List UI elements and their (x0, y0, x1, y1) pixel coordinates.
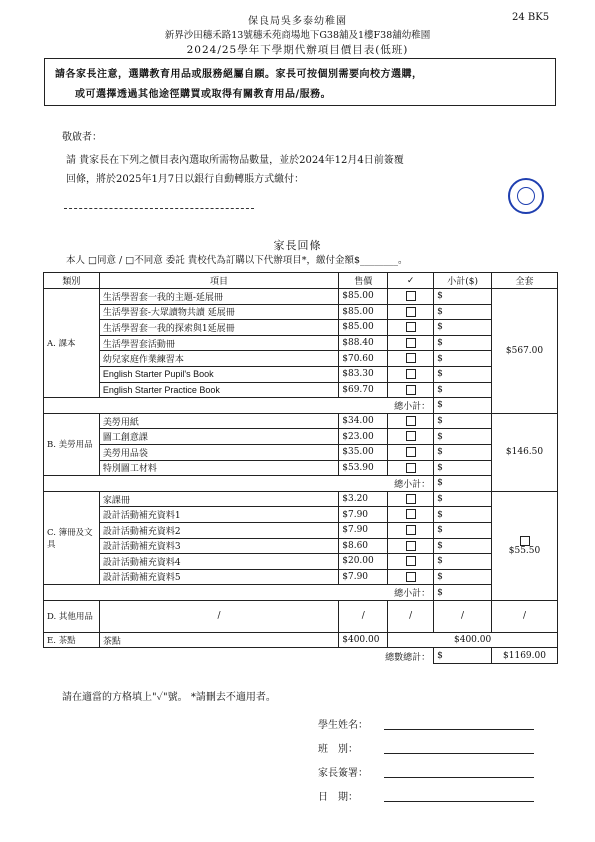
check-box[interactable] (388, 335, 434, 351)
item-cell: English Starter Pupil's Book (99, 366, 338, 382)
table-row (44, 507, 558, 523)
table-row (44, 289, 558, 305)
group-total-cell[interactable]: $ (434, 585, 492, 601)
check-box[interactable] (388, 507, 434, 523)
class-field[interactable] (384, 753, 534, 754)
table-row (44, 522, 558, 538)
price-cell: $70.60 (339, 351, 388, 367)
check-cell: / (388, 600, 434, 632)
table-row (44, 444, 558, 460)
price-cell: $85.00 (339, 320, 388, 336)
price-cell: $53.90 (339, 460, 388, 476)
header-price: 售價 (339, 273, 388, 289)
group-total-label: 總小計： (44, 476, 434, 492)
table-row (44, 366, 558, 382)
group-total-cell[interactable]: $ (434, 476, 492, 492)
table-row (44, 600, 558, 632)
student-name-field[interactable] (384, 729, 534, 730)
table-row (44, 413, 558, 429)
subtotal-cell[interactable]: $ (434, 507, 492, 523)
order-table (43, 272, 558, 664)
check-box[interactable] (388, 320, 434, 336)
subtotal-cell[interactable]: $ (434, 491, 492, 507)
field-label-class: 班 別： (318, 744, 358, 755)
table-row (44, 585, 558, 601)
check-box[interactable] (388, 382, 434, 398)
item-cell: 設計活動補充資料4 (99, 554, 338, 570)
set-price-cell: / (492, 600, 558, 632)
subtotal-cell[interactable]: $ (434, 320, 492, 336)
check-box[interactable] (388, 351, 434, 367)
price-cell: $7.90 (339, 522, 388, 538)
parent-signature-field[interactable] (384, 777, 534, 778)
check-box[interactable] (388, 460, 434, 476)
subtotal-cell[interactable]: $ (434, 351, 492, 367)
check-box[interactable] (388, 538, 434, 554)
subtotal-cell[interactable]: $ (434, 366, 492, 382)
category-cell: A. 課本 (44, 289, 100, 398)
price-cell: $83.30 (339, 366, 388, 382)
check-box[interactable] (388, 413, 434, 429)
table-row (44, 476, 558, 492)
price-cell: $3.20 (339, 491, 388, 507)
subtotal-cell[interactable]: $ (434, 429, 492, 445)
school-address: 新界沙田穗禾路13號穗禾苑商場地下G38舖及1樓F38舖幼稚園 (164, 30, 431, 41)
grand-total-mark[interactable]: $ (434, 648, 492, 664)
item-cell: 特別圖工材料 (99, 460, 338, 476)
price-cell: $23.00 (339, 429, 388, 445)
item-cell: 設計活動補充資料1 (99, 507, 338, 523)
item-cell: 生活學習套-大眾讀物共讀 延展冊 (99, 304, 338, 320)
grand-total-value: $1169.00 (492, 648, 558, 664)
price-cell: $35.00 (339, 444, 388, 460)
set-check-box[interactable] (520, 536, 530, 546)
set-price-cell: $567.00 (492, 289, 558, 414)
price-cell: $7.90 (339, 569, 388, 585)
notice-line-2: 或可選擇透過其他途徑購買或取得有關教育用品/服務。 (75, 89, 332, 100)
item-cell: 茶點 (99, 632, 338, 648)
header-category: 類別 (44, 273, 100, 289)
category-cell: C. 簿冊及文具 (44, 491, 100, 585)
item-cell: 設計活動補充資料3 (99, 538, 338, 554)
item-cell: English Starter Practice Book (99, 382, 338, 398)
check-box[interactable] (388, 554, 434, 570)
price-cell: $85.00 (339, 304, 388, 320)
reply-slip-title: 家長回條 (273, 239, 322, 252)
item-cell: 家課冊 (99, 491, 338, 507)
table-header-row (44, 273, 558, 289)
subtotal-cell: / (434, 600, 492, 632)
item-cell: 美勞用品袋 (99, 444, 338, 460)
check-box[interactable] (388, 304, 434, 320)
price-cell: / (339, 600, 388, 632)
group-total-label: 總小計： (44, 585, 434, 601)
price-cell: $88.40 (339, 335, 388, 351)
table-row (44, 554, 558, 570)
table-row (44, 569, 558, 585)
price-cell: $34.00 (339, 413, 388, 429)
price-cell: $85.00 (339, 289, 388, 305)
item-cell: 生活學習套一我的主題-延展冊 (99, 289, 338, 305)
group-total-cell[interactable]: $ (434, 398, 492, 414)
price-cell: $7.90 (339, 507, 388, 523)
header-item: 項目 (99, 273, 338, 289)
school-name: 保良局吳多泰幼稚園 (248, 16, 347, 27)
subtotal-cell[interactable]: $ (434, 460, 492, 476)
header-set: 全套 (492, 273, 558, 289)
document-title: 2024/25學年下學期代辦項目價目表(低班) (186, 44, 409, 56)
item-cell: 生活學習套一我的探索與1延展冊 (99, 320, 338, 336)
table-row (44, 491, 558, 507)
check-box[interactable] (388, 569, 434, 585)
date-field[interactable] (384, 801, 534, 802)
field-label-student-name: 學生姓名： (318, 720, 368, 731)
check-box[interactable] (388, 491, 434, 507)
set-price-value: $55.50 (508, 546, 541, 557)
school-seal-icon (508, 178, 544, 214)
item-cell: 幼兒家庭作業練習本 (99, 351, 338, 367)
grand-total-row (44, 648, 558, 664)
grand-total-label: 總數總計： (44, 648, 434, 664)
notice-box (44, 58, 556, 106)
subtotal-cell[interactable]: $ (434, 522, 492, 538)
letter-line-1: 請 貴家長在下列之價目表內選取所需物品數量，並於2024年12月4日前簽覆 (66, 155, 404, 166)
set-price-cell: $146.50 (492, 413, 558, 491)
subtotal-cell[interactable]: $ (434, 304, 492, 320)
set-price-cell: $400.00 (388, 632, 558, 648)
subtotal-cell[interactable]: $ (434, 554, 492, 570)
field-label-parent-signature: 家長簽署： (318, 768, 368, 779)
table-row (44, 320, 558, 336)
check-box[interactable] (388, 522, 434, 538)
table-row (44, 304, 558, 320)
check-box[interactable] (388, 366, 434, 382)
table-row (44, 632, 558, 648)
item-cell: 美勞用紙 (99, 413, 338, 429)
check-box[interactable] (388, 429, 434, 445)
subtotal-cell[interactable]: $ (434, 569, 492, 585)
category-cell: E. 茶點 (44, 632, 100, 648)
check-box[interactable] (388, 289, 434, 305)
table-row (44, 398, 558, 414)
category-cell: B. 美勞用品 (44, 413, 100, 475)
header-check: ✓ (388, 273, 434, 289)
price-cell: $400.00 (339, 632, 388, 648)
field-label-date: 日 期： (318, 792, 358, 803)
salutation: 敬啟者： (62, 132, 102, 143)
signature-line (64, 208, 254, 209)
item-cell: 設計活動補充資料2 (99, 522, 338, 538)
subtotal-cell[interactable]: $ (434, 538, 492, 554)
item-cell: 生活學習套活動冊 (99, 335, 338, 351)
subtotal-cell[interactable]: $ (434, 444, 492, 460)
table-row (44, 538, 558, 554)
subtotal-cell[interactable]: $ (434, 413, 492, 429)
price-cell: $20.00 (339, 554, 388, 570)
instruction-text: 請在適當的方格填上"✓"號。 *請刪去不適用者。 (62, 692, 276, 703)
category-cell: D. 其他用品 (44, 600, 100, 632)
set-price-cell (492, 491, 558, 600)
table-row (44, 460, 558, 476)
subtotal-cell[interactable]: $ (434, 335, 492, 351)
price-cell: $8.60 (339, 538, 388, 554)
form-code: 24 BK5 (512, 12, 550, 23)
group-total-label: 總小計： (44, 398, 434, 414)
item-cell: 圖工創意課 (99, 429, 338, 445)
table-row (44, 382, 558, 398)
letter-line-2: 回條，將於2025年1月7日以銀行自動轉賬方式繳付： (66, 174, 305, 185)
subtotal-cell[interactable]: $ (434, 382, 492, 398)
notice-line-1: 請各家長注意，選購教育用品或服務絕屬自願。家長可按個別需要向校方選購， (55, 69, 423, 80)
table-row (44, 429, 558, 445)
consent-statement: 本人 □同意 / □不同意 委託 貴校代為訂購以下代辦項目*，繳付金額$________。 (66, 255, 408, 266)
table-row (44, 335, 558, 351)
item-cell: / (99, 600, 338, 632)
header-subtotal: 小計($) (434, 273, 492, 289)
table-row (44, 351, 558, 367)
price-cell: $69.70 (339, 382, 388, 398)
item-cell: 設計活動補充資料5 (99, 569, 338, 585)
check-box[interactable] (388, 444, 434, 460)
subtotal-cell[interactable]: $ (434, 289, 492, 305)
